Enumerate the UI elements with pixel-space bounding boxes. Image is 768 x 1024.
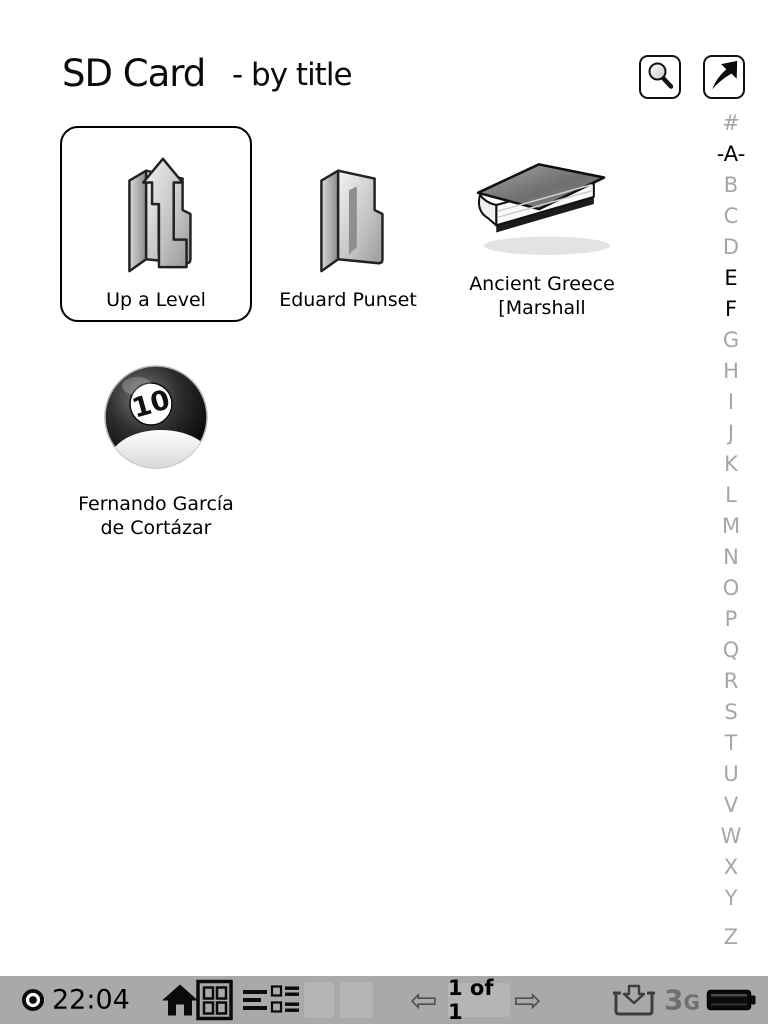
grid-item-label: Ancient Greece [Marshall (469, 273, 615, 319)
detail-view-icon[interactable] (270, 985, 300, 1016)
alpha-letter[interactable]: M (721, 514, 741, 538)
grid-view-icon[interactable] (196, 980, 233, 1021)
page-title: SD Card (62, 52, 206, 95)
alpha-letter[interactable]: Q (722, 638, 740, 662)
home-icon[interactable] (162, 984, 198, 1017)
placeholder-button[interactable] (340, 982, 373, 1018)
alpha-letter[interactable]: K (724, 452, 738, 476)
alpha-letter[interactable]: C (723, 204, 739, 228)
alpha-letter[interactable]: R (723, 669, 739, 693)
grid-item-label: Up a Level (106, 289, 206, 311)
alpha-letter[interactable]: N (723, 545, 739, 569)
alpha-letter[interactable]: J (727, 421, 735, 445)
search-button[interactable] (639, 55, 681, 99)
grid-item-eduard-punset[interactable] (252, 126, 444, 322)
alpha-letter[interactable]: F (724, 297, 738, 321)
clock-time: 22:04 (52, 984, 130, 1016)
grid-item-fernando-garcia[interactable] (60, 330, 252, 542)
billiard-ball-icon (62, 342, 250, 492)
alpha-letter[interactable]: -A- (716, 142, 746, 166)
alpha-letter[interactable]: Y (724, 886, 738, 910)
folder-icon (254, 138, 442, 288)
alpha-letter[interactable]: # (722, 111, 740, 135)
alpha-letter[interactable]: U (723, 762, 739, 786)
curved-arrow-up-right-icon (708, 59, 740, 95)
alpha-letter[interactable]: I (727, 390, 735, 414)
alpha-letter[interactable]: P (724, 607, 738, 631)
alpha-letter[interactable]: Z (723, 925, 739, 949)
download-tray-icon (610, 981, 658, 1019)
alpha-letter[interactable]: D (722, 235, 740, 259)
alpha-index (704, 112, 758, 948)
status-bar (0, 976, 768, 1024)
book-icon (448, 138, 636, 272)
alpha-letter[interactable]: H (723, 359, 739, 383)
alpha-letter[interactable]: V (723, 793, 739, 817)
alpha-letter[interactable]: G (722, 328, 740, 352)
battery-full-icon (706, 986, 756, 1015)
magnifier-icon (645, 60, 675, 94)
placeholder-button[interactable] (304, 982, 334, 1018)
sort-mode-label: - by title (232, 57, 352, 93)
ball-number: 10 (128, 384, 174, 425)
alpha-letter[interactable]: W (720, 824, 742, 848)
folder-up-icon (62, 138, 250, 288)
alpha-letter[interactable]: T (724, 731, 738, 755)
alpha-letter[interactable]: L (725, 483, 737, 507)
grid-item-label: Fernando García de Cortázar (78, 493, 234, 539)
next-page-arrow-icon[interactable]: ⇨ (514, 980, 542, 1020)
alpha-letter[interactable]: B (723, 173, 739, 197)
page-indicator: 1 of 1 (448, 983, 510, 1017)
network-indicator: 3G (664, 983, 700, 1017)
alpha-letter[interactable]: E (724, 266, 738, 290)
alpha-letter[interactable]: O (722, 576, 740, 600)
alpha-letter[interactable]: X (723, 855, 739, 879)
list-view-icon[interactable] (241, 988, 269, 1012)
grid-item-up-a-level[interactable] (60, 126, 252, 322)
alpha-letter[interactable]: S (724, 700, 738, 724)
prev-page-arrow-icon[interactable]: ⇦ (410, 980, 438, 1020)
jump-button[interactable] (703, 55, 745, 99)
record-icon (20, 987, 46, 1013)
grid-item-ancient-greece[interactable] (446, 126, 638, 322)
grid-item-label: Eduard Punset (279, 289, 417, 311)
